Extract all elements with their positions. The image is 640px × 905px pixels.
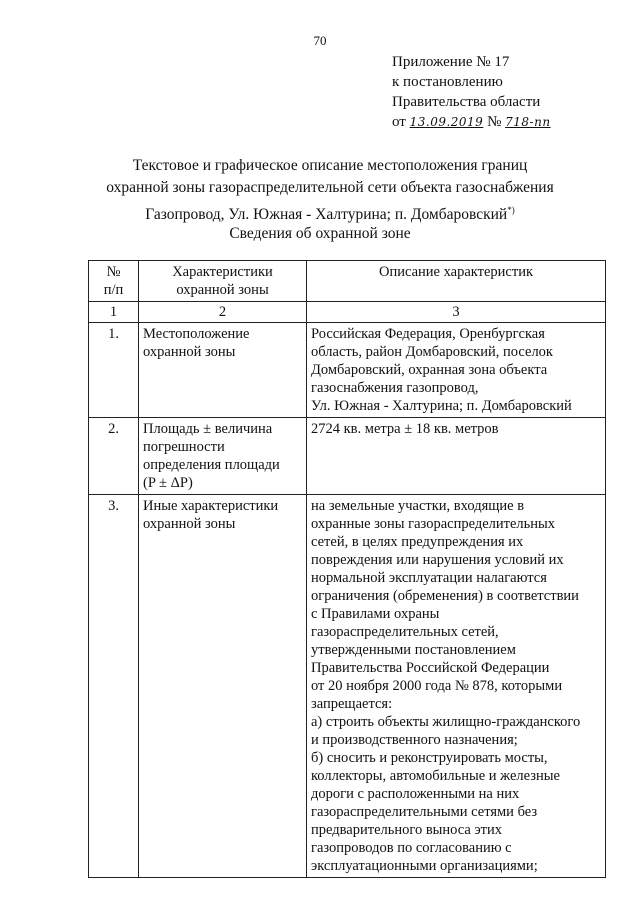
- row-characteristic: Площадь ± величина погрешности определения площади (P ± ΔP): [139, 418, 307, 495]
- row-characteristic: Иные характеристики охранной зоны: [139, 495, 307, 878]
- appendix-from-prefix: от: [392, 114, 406, 130]
- row-number: 3.: [89, 495, 139, 878]
- footnote-mark: *): [507, 205, 515, 215]
- table-row: [89, 323, 606, 418]
- index-cell-3: 3: [307, 302, 606, 323]
- appendix-block: [392, 52, 551, 132]
- index-cell-1: 1: [89, 302, 139, 323]
- index-cell-2: 2: [139, 302, 307, 323]
- table-row: [89, 418, 606, 495]
- protection-zone-table: [88, 260, 606, 878]
- header-characteristic: Характеристики охранной зоны: [139, 261, 307, 302]
- row-description: на земельные участки, входящие в охранные зоны газораспределительных сетей, в целях предупреждения их повреждения или нарушения условий их нормальной эксплуатации налагаются ограничения (обременения) в соответствии с Правилами охраны газораспределительных сетей, утвержденными постановлением Правительства Российской Федерации от 20 ноября 2000 года № 878, которыми запрещается: а) строить объекты жилищно-гражданского и производственного назначения; б) сносить и реконструировать мосты, коллекторы, автомобильные и железные дороги с расположенными на них газораспределительными сетями без предварительного выноса этих газопроводов по согласованию с эксплуатационными организациями;: [307, 495, 606, 878]
- row-characteristic: Местоположение охранной зоны: [139, 323, 307, 418]
- title-line-3-text: Газопровод, Ул. Южная - Халтурина; п. Домбаровский: [145, 206, 508, 224]
- title-line-3: [60, 199, 600, 226]
- document-title: [60, 155, 600, 226]
- row-number: 2.: [89, 418, 139, 495]
- appendix-line-2: к постановлению: [392, 74, 503, 90]
- number-sign: №: [487, 114, 502, 130]
- page-number: 70: [313, 33, 327, 48]
- title-line-1: Текстовое и графическое описание местоположения границ: [132, 157, 528, 174]
- row-description: 2724 кв. метра ± 18 кв. метров: [307, 418, 606, 495]
- row-number: 1.: [89, 323, 139, 418]
- header-num: № п/п: [89, 261, 139, 302]
- row-description: Российская Федерация, Оренбургская область, район Домбаровский, поселок Домбаровский, охранная зона объекта газоснабжения газопровод, Ул. Южная - Халтурина; п. Домбаровский: [307, 323, 606, 418]
- section-subtitle: Сведения об охранной зоне: [229, 225, 411, 242]
- handwritten-number: 718-пп: [505, 115, 551, 129]
- header-description: Описание характеристик: [307, 261, 606, 302]
- table-header-row: [89, 261, 606, 302]
- table-row: [89, 495, 606, 878]
- appendix-date-line: [392, 112, 551, 132]
- title-line-2: охранной зоны газораспределительной сети объекта газоснабжения: [106, 179, 554, 196]
- appendix-line-1: Приложение № 17: [392, 54, 510, 70]
- table-index-row: [89, 302, 606, 323]
- handwritten-date: 13.09.2019: [409, 115, 484, 129]
- appendix-line-3: Правительства области: [392, 94, 541, 110]
